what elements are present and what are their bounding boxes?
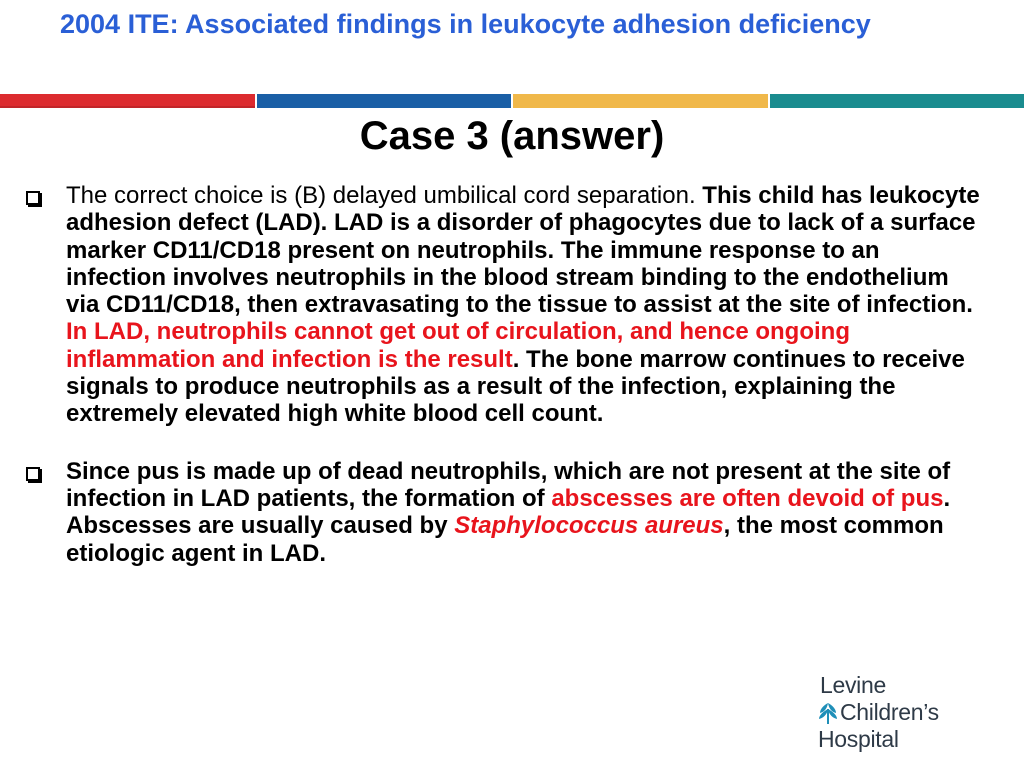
bullet-1-segment: . The bone marrow continues to receive signals to produce neutrophils as a result of the infection, explaining the extremely elevated high white blood cell count.: [66, 345, 965, 428]
color-bar-teal: [770, 94, 1024, 108]
checkbox-bullet-icon: [26, 467, 40, 481]
bullet-item-1: [26, 182, 986, 428]
logo-line-1: Levine: [820, 672, 886, 698]
case-heading: Case 3 (answer): [359, 114, 665, 158]
bullet-2-segment: . Abscesses are usually caused by: [66, 484, 951, 540]
bullet-1-highlight: In LAD, neutrophils cannot get out of circulation, and hence ongoing inflammation and infection is the result: [66, 318, 850, 373]
header-color-bar: [0, 94, 1024, 108]
bullet-1-segment: The correct choice is (B) delayed umbilical cord separation.: [66, 182, 703, 209]
logo-line-2: Children’s: [840, 699, 939, 725]
bullet-1-segment: This child has leukocyte adhesion defect (LAD). LAD is a disorder of phagocytes due to lack of a surface marker CD11/CD18 present on neutrophils. The immune response to an infection involves neutrophils in the blood stream binding to the endothelium via CD11/CD18, then extravasating to the tissue to assist at the site of infection.: [66, 182, 980, 319]
logo-line-3: Hospital: [818, 726, 899, 752]
bullet-list: [26, 182, 986, 597]
color-bar-yellow: [513, 94, 768, 108]
checkbox-bullet-icon: [26, 191, 40, 205]
color-bar-red: [0, 94, 255, 108]
slide-title: 2004 ITE: Associated findings in leukocyte adhesion deficiency: [60, 9, 871, 39]
bullet-text-2: [66, 458, 986, 567]
hospital-logo: [816, 672, 976, 754]
bullet-item-2: [26, 458, 986, 567]
tree-leaf-icon: [816, 701, 840, 725]
color-bar-blue: [257, 94, 512, 108]
bullet-2-organism: Staphylococcus aureus: [454, 512, 724, 540]
bullet-2-segment: , the most common etiologic agent in LAD.: [66, 512, 944, 567]
bullet-text-1: [66, 182, 986, 428]
bullet-2-segment: Since pus is made up of dead neutrophils, which are not present at the site of infection in LAD patients, the formation of: [66, 457, 951, 512]
bullet-2-highlight: abscesses are often devoid of pus: [551, 484, 944, 512]
